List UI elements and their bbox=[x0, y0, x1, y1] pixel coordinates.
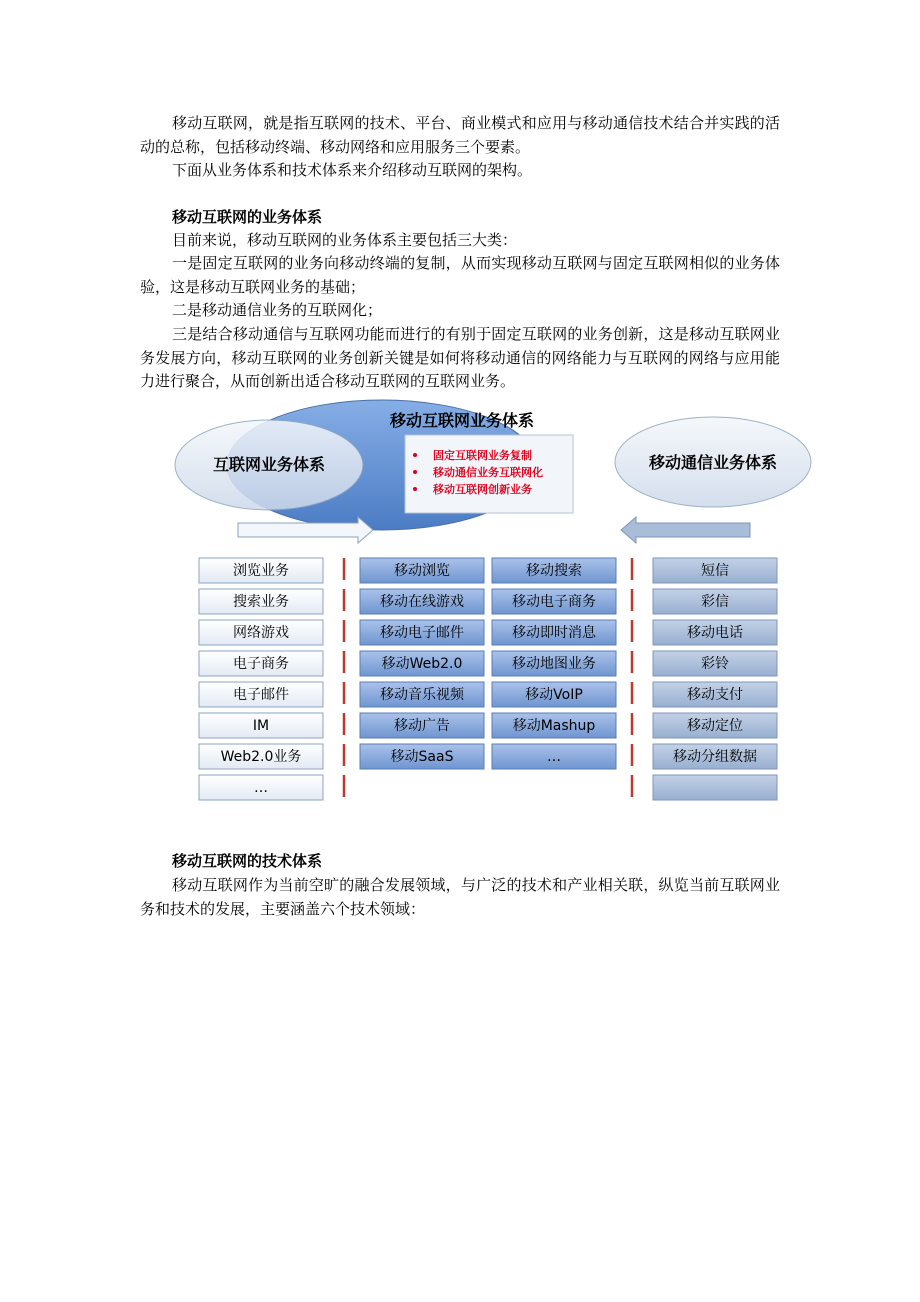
mobile-comm-service-7 bbox=[653, 744, 777, 769]
mobile-internet-service-a-7 bbox=[360, 744, 484, 769]
service-label: 移动定位 bbox=[687, 718, 743, 734]
mobile-internet-service-b-7 bbox=[492, 744, 616, 769]
internet-service-2 bbox=[199, 589, 323, 614]
mobile-internet-service-b-3 bbox=[492, 620, 616, 645]
mobile-internet-service-b-2 bbox=[492, 589, 616, 614]
bullet-dot bbox=[413, 453, 417, 457]
mobile-comm-service-1 bbox=[653, 558, 777, 583]
service-label: 搜索业务 bbox=[233, 594, 289, 610]
business-paragraph-2: 一是固定互联网的业务向移动终端的复制，从而实现移动互联网与固定互联网相似的业务体验，这是移动互联网业务的基础； bbox=[140, 254, 780, 296]
service-label: 短信 bbox=[701, 563, 729, 579]
internet-service-6 bbox=[199, 713, 323, 738]
center-bullet-list bbox=[413, 448, 543, 496]
mobile-comm-services-column bbox=[653, 558, 777, 800]
mobile-comm-service-8 bbox=[653, 775, 777, 800]
service-label: 移动SaaS bbox=[390, 749, 454, 765]
service-label: 移动电子邮件 bbox=[380, 625, 464, 641]
bullet-dot bbox=[413, 487, 417, 491]
business-heading: 移动互联网的业务体系 bbox=[172, 208, 323, 226]
mobile-internet-service-a-3 bbox=[360, 620, 484, 645]
mobile-internet-service-b-4 bbox=[492, 651, 616, 676]
center-bullet-1: 固定互联网业务复制 bbox=[433, 449, 532, 462]
mobile-internet-services-column-1 bbox=[360, 558, 484, 769]
service-label: 移动即时消息 bbox=[512, 625, 596, 641]
service-label: 电子商务 bbox=[233, 656, 289, 672]
intro-paragraph-2: 下面从业务体系和技术体系来介绍移动互联网的架构。 bbox=[172, 161, 533, 179]
internet-service-7 bbox=[199, 744, 323, 769]
service-label: 移动广告 bbox=[394, 718, 450, 734]
mobile-internet-service-a-6 bbox=[360, 713, 484, 738]
service-label: 彩铃 bbox=[701, 656, 729, 672]
service-label: 移动在线游戏 bbox=[380, 594, 464, 610]
bullet-dot bbox=[413, 470, 417, 474]
intro-paragraph-1: 移动互联网，就是指互联网的技术、平台、商业模式和应用与移动通信技术结合并实践的活动的总称，包括移动终端、移动网络和应用服务三个要素。 bbox=[140, 114, 780, 156]
internet-service-3 bbox=[199, 620, 323, 645]
service-label: 浏览业务 bbox=[233, 563, 289, 579]
service-box bbox=[653, 775, 777, 800]
mobile-comm-service-4 bbox=[653, 651, 777, 676]
service-label: 移动浏览 bbox=[394, 563, 450, 579]
internet-service-1 bbox=[199, 558, 323, 583]
service-label: 彩信 bbox=[701, 594, 729, 610]
mobile-internet-service-a-4 bbox=[360, 651, 484, 676]
internet-services-column bbox=[199, 558, 323, 800]
service-label: 移动Web2.0 bbox=[381, 656, 463, 672]
service-label: 移动支付 bbox=[687, 687, 743, 703]
center-bullet-3: 移动互联网创新业务 bbox=[433, 483, 532, 496]
mobile-internet-service-a-2 bbox=[360, 589, 484, 614]
service-label: Web2.0业务 bbox=[220, 749, 302, 765]
mobile-internet-service-b-1 bbox=[492, 558, 616, 583]
center-bullet-2: 移动通信业务互联网化 bbox=[433, 466, 543, 479]
mobile-comm-service-2 bbox=[653, 589, 777, 614]
business-paragraph-3: 二是移动通信业务的互联网化； bbox=[172, 301, 383, 319]
service-label: 移动Mashup bbox=[512, 718, 596, 734]
service-label: … bbox=[254, 780, 268, 796]
left-arrow-icon bbox=[621, 517, 750, 543]
service-label: 移动电子商务 bbox=[512, 594, 596, 610]
mobile-internet-services-column-2 bbox=[492, 558, 616, 769]
mobile-internet-service-b-6 bbox=[492, 713, 616, 738]
service-label: … bbox=[547, 749, 561, 765]
mobile-internet-service-a-5 bbox=[360, 682, 484, 707]
center-ellipse-title: 移动互联网业务体系 bbox=[389, 411, 535, 430]
internet-service-8 bbox=[199, 775, 323, 800]
mobile-comm-service-5 bbox=[653, 682, 777, 707]
service-label: 电子邮件 bbox=[233, 687, 289, 703]
internet-service-5 bbox=[199, 682, 323, 707]
tech-paragraph-1: 移动互联网作为当前空旷的融合发展领域，与广泛的技术和产业相关联，纵览当前互联网业务和技术的发展，主要涵盖六个技术领域： bbox=[140, 876, 780, 918]
service-label: 移动搜索 bbox=[526, 563, 582, 579]
tech-heading: 移动互联网的技术体系 bbox=[172, 852, 323, 870]
business-paragraph-1: 目前来说，移动互联网的业务体系主要包括三大类： bbox=[172, 231, 518, 249]
service-label: 网络游戏 bbox=[233, 625, 289, 641]
mobile-comm-service-3 bbox=[653, 620, 777, 645]
service-label: 移动电话 bbox=[687, 625, 743, 641]
left-ellipse-title: 互联网业务体系 bbox=[212, 455, 326, 474]
business-system-diagram bbox=[172, 398, 812, 806]
service-label: 移动音乐视频 bbox=[380, 687, 464, 703]
business-paragraph-4: 三是结合移动通信与互联网功能而进行的有别于固定互联网的业务创新，这是移动互联网业务发展方向，移动互联网的业务创新关键是如何将移动通信的网络能力与互联网的网络与应用能力进行聚合，从而创新出适合移动互联网的互联网业务。 bbox=[140, 325, 780, 390]
service-label: 移动VoIP bbox=[525, 687, 583, 703]
mobile-comm-service-6 bbox=[653, 713, 777, 738]
mobile-internet-service-b-5 bbox=[492, 682, 616, 707]
right-ellipse-title: 移动通信业务体系 bbox=[648, 453, 778, 472]
internet-service-4 bbox=[199, 651, 323, 676]
service-label: IM bbox=[252, 718, 270, 734]
mobile-internet-service-a-1 bbox=[360, 558, 484, 583]
service-label: 移动地图业务 bbox=[512, 656, 596, 672]
service-label: 移动分组数据 bbox=[673, 749, 757, 765]
